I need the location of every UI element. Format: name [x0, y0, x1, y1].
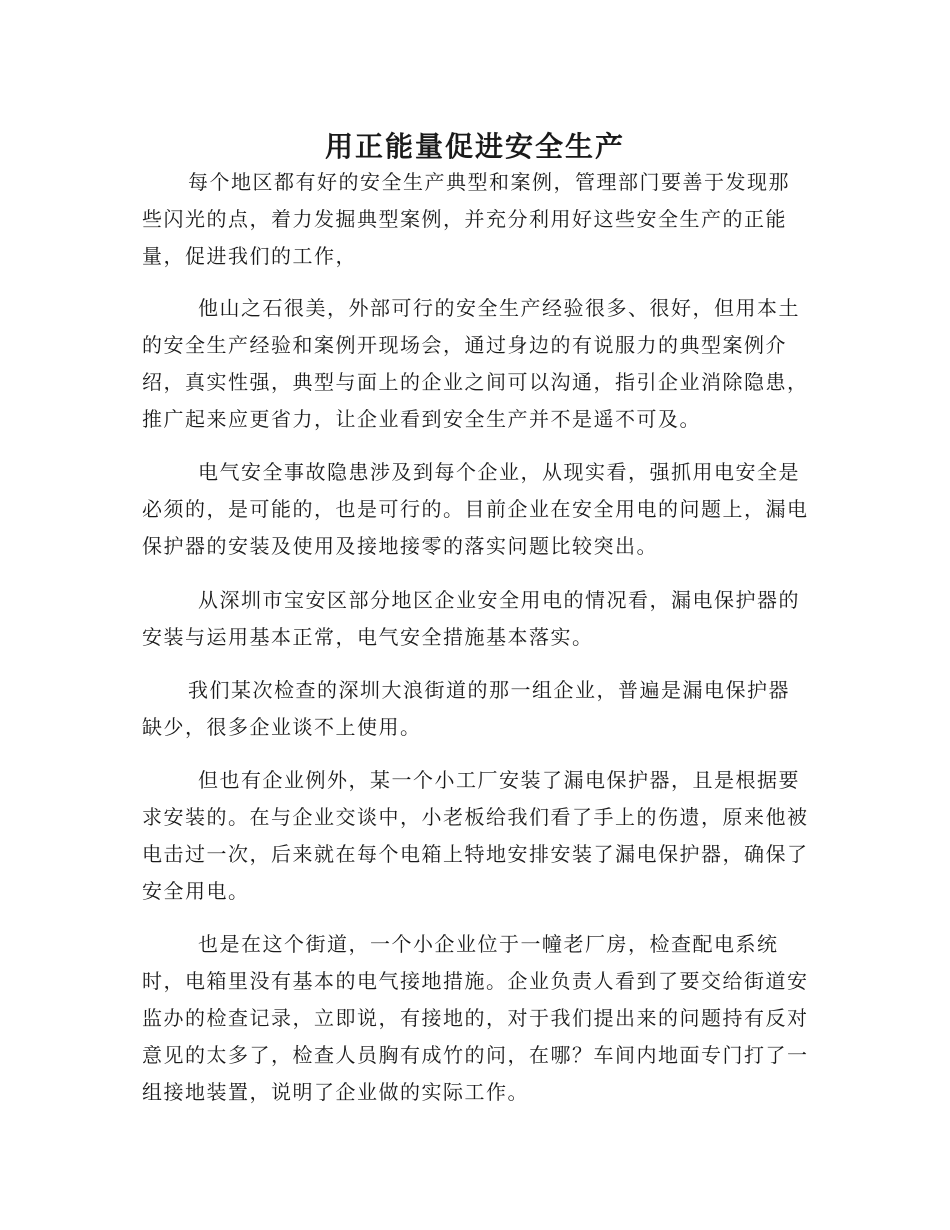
- paragraph-7: 也是在这个街道，一个小企业位于一幢老厂房，检查配电系统时，电箱里没有基本的电气接地措施。企业负责人看到了要交给街道安监办的检查记录，立即说，有接地的，对于我们提出来的问题持有反对意见的太多了，检查人员胸有成竹的问，在哪？车间内地面专门打了一组接地装置，说明了企业做的实际工作。: [142, 932, 809, 1104]
- paragraph-4: 从深圳市宝安区部分地区企业安全用电的情况看，漏电保护器的安装与运用基本正常，电气安全措施基本落实。: [142, 588, 800, 649]
- document-title: 用正能量促进安全生产: [324, 129, 625, 163]
- paragraph-2: 他山之石很美，外部可行的安全生产经验很多、很好，但用本土的安全生产经验和案例开现场会，通过身边的有说服力的典型案例介绍，真实性强，典型与面上的企业之间可以沟通，指引企业消除隐患，推广起来应更省力，让企业看到安全生产并不是遥不可及。: [142, 296, 809, 431]
- paragraph-3: 电气安全事故隐患涉及到每个企业，从现实看，强抓用电安全是必须的，是可能的，也是可行的。目前企业在安全用电的问题上，漏电保护器的安装及使用及接地接零的落实问题比较突出。: [142, 460, 809, 558]
- paragraph-1: 每个地区都有好的安全生产典型和案例，管理部门要善于发现那些闪光的点，着力发掘典型案例，并充分利用好这些安全生产的正能量，促进我们的工作，: [142, 170, 790, 268]
- paragraph-5: 我们某次检查的深圳大浪街道的那一组企业，普遍是漏电保护器缺少，很多企业谈不上使用。: [142, 678, 790, 739]
- paragraph-6: 但也有企业例外，某一个小工厂安装了漏电保护器，且是根据要求安装的。在与企业交谈中，小老板给我们看了手上的伤遗，原来他被电击过一次，后来就在每个电箱上特地安排安装了漏电保护器，确保了安全用电。: [142, 768, 809, 903]
